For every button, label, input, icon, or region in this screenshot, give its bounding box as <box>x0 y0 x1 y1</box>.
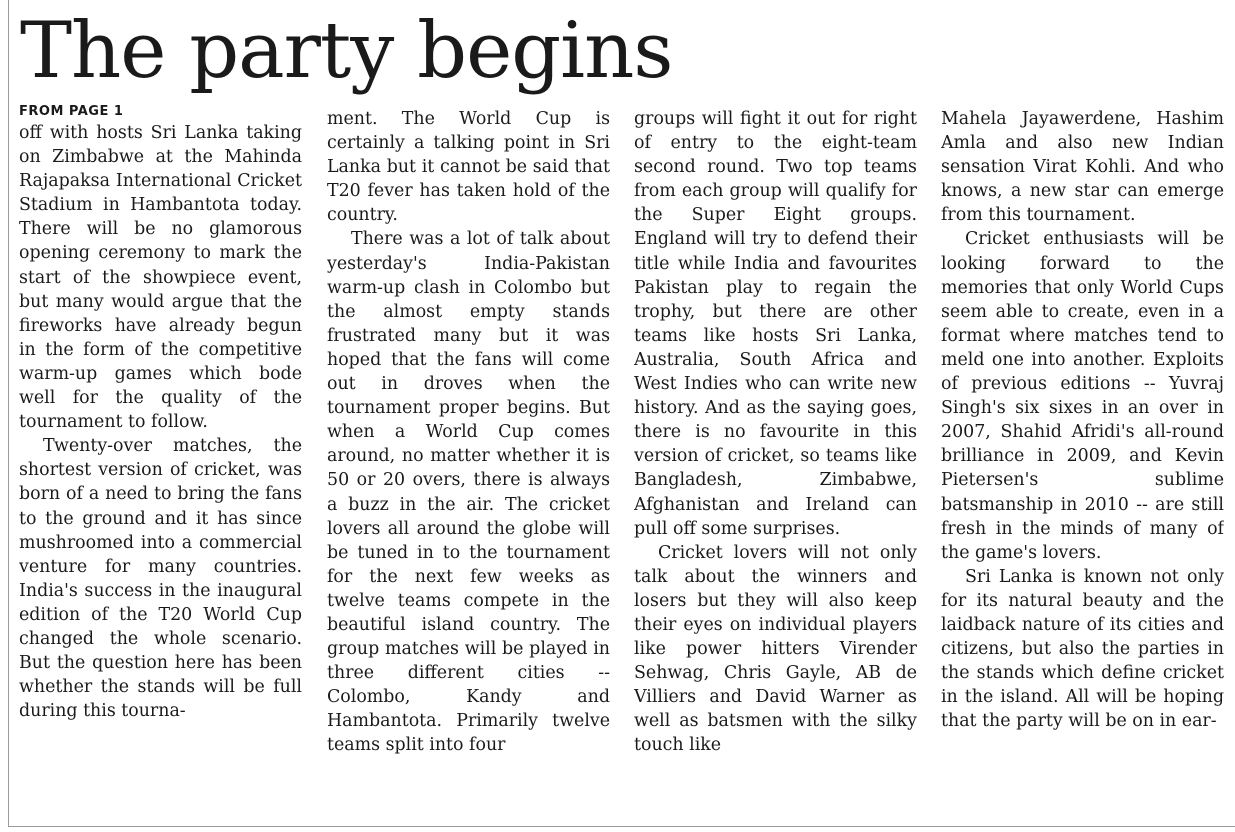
continuation-kicker: FROM PAGE 1 <box>19 104 124 119</box>
paragraph: ment. The World Cup is certainly a talking point in Sri Lanka but it cannot be said that T20 fever has taken hold of the country. <box>327 109 610 226</box>
article-column-2 <box>327 107 610 823</box>
article-column-1 <box>19 103 302 819</box>
paragraph: Sri Lanka is known not only for its natural beauty and the laidback nature of its cities and citizens, but also the parties in the stands which define cricket in the island. All will be hoping that the party will be on in ear- <box>941 566 1224 732</box>
paragraph: Twenty-over matches, the shortest version of cricket, was born of a need to bring the fans to the ground and it has since mushroomed into a commercial venture for many countries. India's success in the inaugural edition of the T20 World Cup changed the whole scenario. But the question here has been whether the stands will be full during this tourna- <box>19 436 302 722</box>
headline: The party begins <box>20 6 673 96</box>
paragraph: groups will fight it out for right of entry to the eight-team second round. Two top teams from each group will qualify for the Super Eight groups. England will try to defend their title while India and favourites Pakistan play to regain the trophy, but there are other teams like hosts Sri Lanka, Australia, South Africa and West Indies who can write new history. And as the saying goes, there is no favourite in this version of cricket, so teams like Bangladesh, Zimbabwe, Afghanistan and Ireland can pull off some surprises. <box>634 109 917 539</box>
paragraph: Cricket enthusiasts will be looking forward to the memories that only World Cups seem able to create, even in a format where matches tend to meld one into another. Exploits of previous editions -- Yuvraj Singh's six sixes in an over in 2007, Shahid Afridi's all-round brilliance in 2009, and Kevin Pietersen's sublime batsmanship in 2010 -- are still fresh in the minds of many of the game's lovers. <box>941 229 1224 563</box>
paragraph: There was a lot of talk about yesterday's India-Pakistan warm-up clash in Colombo but the almost empty stands frustrated many but it was hoped that the fans will come out in droves when the tournament proper begins. But when a World Cup comes around, no matter whether it is 50 or 20 overs, there is always a buzz in the air. The cricket lovers all around the globe will be tuned in to the tournament for the next few weeks as twelve teams compete in the beautiful island country. The group matches will be played in three different cities -- Colombo, Kandy and Hambantota. Primarily twelve teams split into four <box>327 229 610 756</box>
paragraph: Mahela Jayawerdene, Hashim Amla and also new Indian sensation Virat Kohli. And who knows, a new star can emerge from this tournament. <box>941 109 1224 226</box>
page-border-bottom <box>8 826 1235 827</box>
paragraph: Cricket lovers will not only talk about the winners and losers but they will also keep their eyes on individual players like power hitters Virender Sehwag, Chris Gayle, AB de Villiers and David Warner as well as batsmen with the silky touch like <box>634 542 917 756</box>
page-border-left <box>8 0 9 826</box>
paragraph: off with hosts Sri Lanka taking on Zimbabwe at the Mahinda Rajapaksa International Cricket Stadium in Hambantota today. There will be no glamorous opening ceremony to mark the start of the showpiece event, but many would argue that the fireworks have already begun in the form of the competitive warm-up games which bode well for the quality of the tournament to follow. <box>19 123 302 433</box>
article-column-4 <box>941 107 1224 823</box>
article-column-3 <box>634 107 917 823</box>
